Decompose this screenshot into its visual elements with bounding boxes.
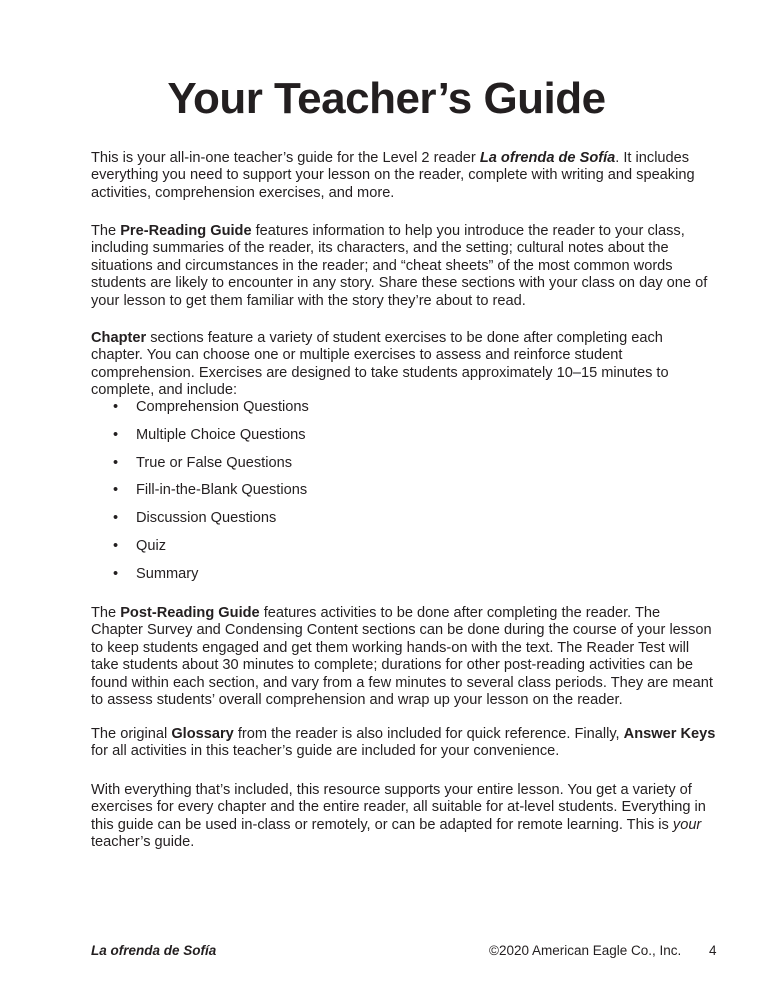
post-reading-paragraph <box>91 605 716 709</box>
post-reading-text-end: features activities to be done after completing the reader. The Chapter Survey and Condensing Content sections can be done during the course of your lesson to keep students engaged and get them working hands-on with the text. The Reader Test will take students about 30 minutes to complete; durations for other post-reading activities can be found within each section, and vary from a few minutes to several class periods. They are meant to assess students’ overall comprehension and wrap up your lesson on the reader. <box>91 605 713 709</box>
post-reading-guide-term: Post-Reading Guide <box>120 605 260 621</box>
glossary-text-middle: from the reader is also included for quick reference. Finally, <box>233 726 624 742</box>
closing-text-start: With everything that’s included, this resource supports your entire lesson. You get a variety of exercises for every chapter and the entire reader, all suitable for at-level students. Everything in this guide can be used in-class or remotely, or can be adapted for remote learning. This is <box>91 782 706 833</box>
chapter-term: Chapter <box>91 330 147 346</box>
book-title-inline: La ofrenda de Sofía <box>479 150 616 166</box>
chapter-paragraph <box>91 330 716 400</box>
intro-text-end: . It includes everything you need to support your lesson on the reader, complete with writing and speaking activities, comprehension exercises, and more. <box>91 150 695 201</box>
list-item-label: Fill-in-the-Blank Questions <box>136 482 308 499</box>
intro-text-start: This is your all-in-one teacher’s guide for the Level 2 reader <box>91 150 480 166</box>
list-item-label: Comprehension Questions <box>136 399 309 415</box>
list-item-label: Summary <box>136 565 199 582</box>
pre-reading-text-start: The <box>91 223 121 239</box>
pre-reading-paragraph <box>91 223 716 310</box>
pre-reading-text-end: features information to help you introduce the reader to your class, including summaries of the reader, its characters, and the setting; cultural notes about the situations and circumstances in the reader; and “cheat sheets” of the most common words students are likely to encounter in any story. Share these sections with your class on day one of your lesson to get them familiar with the story they’re about to read. <box>91 223 708 309</box>
glossary-text-start: The original <box>91 726 172 742</box>
closing-emphasis: your <box>672 816 702 833</box>
page-title: Your Teacher’s Guide <box>167 74 606 123</box>
answer-keys-term: Answer Keys <box>623 726 716 742</box>
bullet-icon: • <box>113 510 119 527</box>
glossary-term: Glossary <box>171 726 234 742</box>
bullet-icon: • <box>113 454 119 471</box>
list-item-label: True or False Questions <box>136 454 292 471</box>
list-item-label: Quiz <box>136 537 167 554</box>
list-item-label: Discussion Questions <box>136 510 277 527</box>
page-number: 4 <box>709 943 717 958</box>
post-reading-text-start: The <box>91 605 121 621</box>
intro-paragraph <box>91 150 716 202</box>
footer-copyright: ©2020 American Eagle Co., Inc. <box>489 943 682 958</box>
footer-book-title: La ofrenda de Sofía <box>91 943 217 958</box>
list-item-label: Multiple Choice Questions <box>136 426 306 443</box>
bullet-icon: • <box>113 565 119 582</box>
pre-reading-guide-term: Pre-Reading Guide <box>120 223 252 239</box>
bullet-icon: • <box>113 399 119 415</box>
closing-paragraph <box>91 782 716 852</box>
bullet-icon: • <box>113 537 119 554</box>
bullet-icon: • <box>113 426 119 443</box>
glossary-paragraph <box>91 726 716 761</box>
chapter-text: sections feature a variety of student exercises to be done after completing each chapter. You can choose one or multiple exercises to assess and reinforce student comprehension. Exercises are designed to take students approximately 10–15 minutes to complete, and include: <box>91 330 669 399</box>
bullet-icon: • <box>113 482 119 499</box>
glossary-text-end: for all activities in this teacher’s guide are included for your convenience. <box>91 743 560 760</box>
closing-text-end: teacher’s guide. <box>91 834 195 851</box>
